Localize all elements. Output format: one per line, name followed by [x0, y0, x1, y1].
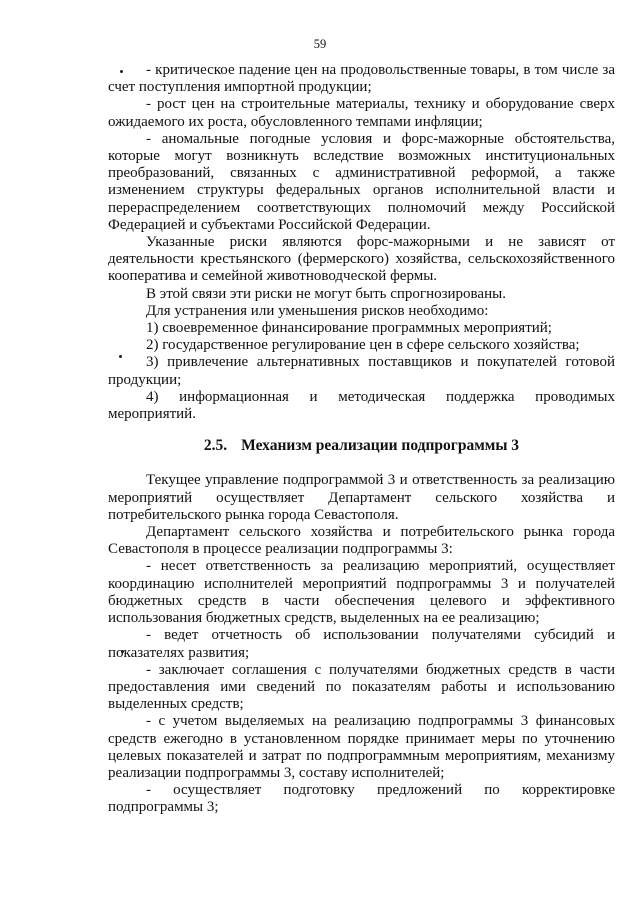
- list-item: 3) привлечение альтернативных поставщиков и покупателей готовой продукции;: [108, 354, 615, 388]
- list-item: 1) своевременное финансирование программных мероприятий;: [146, 320, 552, 337]
- list-item: 4) информационная и методическая поддержка проводимых мероприятий.: [108, 388, 615, 423]
- paragraph: - аномальные погодные условия и форс-мажорные обстоятельства, которые могут возникнуть вследствие возможных институциональных преобразований, связанных с административной реформой, а также изменением структуры федеральных органов исполнительной власти и перераспределением соответствующих полномочий между Российской Федерацией и субъектами Российской Федерации.: [108, 130, 615, 233]
- page-number: 59: [313, 37, 327, 51]
- list-item: 2) государственное регулирование цен в сфере сельского хозяйства;: [146, 337, 580, 354]
- paragraph: Указанные риски являются форс-мажорными и не зависят от деятельности крестьянского (фермерского) хозяйства, сельскохозяйственного кооператива и семейной животноводческой фермы.: [108, 234, 615, 285]
- paragraph: - рост цен на строительные материалы, технику и оборудование сверх ожидаемого их роста, обусловленного темпами инфляции;: [108, 96, 615, 130]
- paragraph: Для устранения или уменьшения рисков необходимо:: [146, 302, 489, 319]
- paragraph: - критическое падение цен на продовольственные товары, в том числе за счет поступления импортной продукции;: [108, 62, 615, 96]
- paragraph: - ведет отчетность об использовании получателями субсидий и показателях развития;: [108, 627, 615, 661]
- paragraph: - несет ответственность за реализацию мероприятий, осуществляет координацию исполнителей мероприятий подпрограммы 3 и получателей бюджетных средств в части обеспечения целевого и эффективного использования бюджетных средств, выделенных на ее реализацию;: [108, 558, 615, 627]
- section-number: 2.5.: [203, 437, 228, 455]
- document-body: [108, 62, 615, 817]
- paragraph: В этой связи эти риски не могут быть спрогнозированы.: [146, 285, 506, 302]
- section-title: Механизм реализации подпрограммы 3: [241, 437, 520, 455]
- paragraph: Департамент сельского хозяйства и потребительского рынка города Севастополя в процессе реализации подпрограммы 3:: [108, 524, 615, 558]
- paragraph: - осуществляет подготовку предложений по корректировке подпрограммы 3;: [108, 782, 615, 816]
- paragraph: Текущее управление подпрограммой 3 и ответственность за реализацию мероприятий осуществляет Департамент сельского хозяйства и потребительского рынка города Севастополя.: [108, 472, 615, 523]
- paragraph: - заключает соглашения с получателями бюджетных средств в части предоставления ими сведений по показателям работы и использованию выделенных средств;: [108, 661, 615, 713]
- section-heading: [108, 437, 615, 454]
- paragraph: - с учетом выделяемых на реализацию подпрограммы 3 финансовых средств ежегодно в установленном порядке принимает меры по уточнению целевых показателей и затрат по подпрограммным мероприятиям, механизму реализации подпрограммы 3, составу исполнителей;: [108, 713, 615, 781]
